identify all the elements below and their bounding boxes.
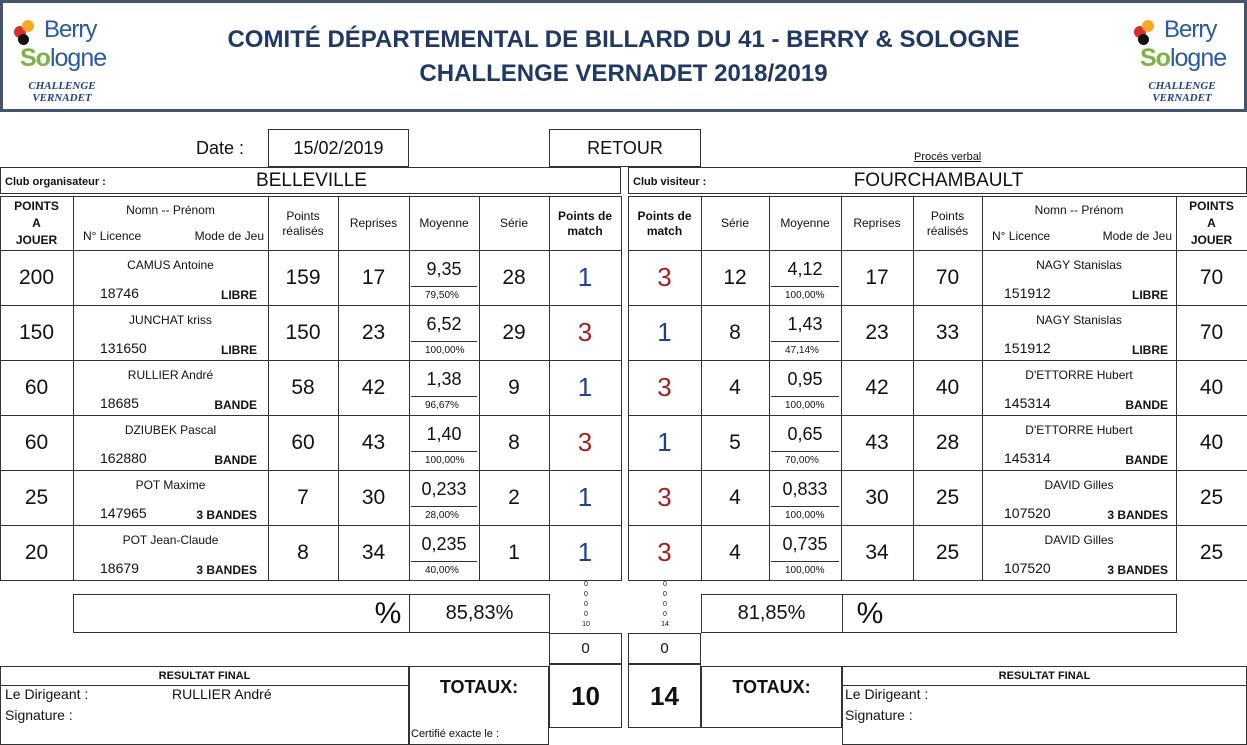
- player-licence: 151912: [1004, 340, 1051, 356]
- club-organisateur-label: Club organisateur :: [5, 176, 106, 188]
- reprises: 23: [361, 320, 386, 344]
- visitor-zero-cell: 0: [628, 633, 701, 664]
- serie: 4: [729, 540, 741, 564]
- player-name: DAVID Gilles: [1044, 533, 1114, 547]
- points-a-jouer: 150: [18, 320, 55, 344]
- player-name: POT Jean-Claude: [122, 533, 219, 547]
- reprises: 30: [361, 485, 386, 509]
- header-serie: Série: [499, 216, 528, 230]
- moyenne-percent: 100,00%: [425, 344, 465, 356]
- player-licence: 107520: [1004, 505, 1051, 521]
- header-banner: [0, 0, 1247, 112]
- visitor-total-value: 14: [628, 664, 701, 728]
- club-organisateur-name: BELLEVILLE: [256, 170, 367, 191]
- header-nom: Nomn -- Prénom: [1034, 203, 1124, 217]
- points-a-jouer: 25: [1199, 485, 1224, 509]
- points-realises: 159: [285, 265, 321, 289]
- home-dirigeant-label: Le Dirigeant :: [5, 686, 89, 702]
- serie: 12: [723, 265, 747, 289]
- player-name: CAMUS Antoine: [127, 258, 214, 272]
- player-name: DZIUBEK Pascal: [124, 423, 217, 437]
- points-de-match: 3: [657, 482, 672, 512]
- points-de-match: 3: [657, 537, 672, 567]
- points-de-match: 1: [577, 372, 593, 402]
- points-a-jouer: 60: [24, 430, 49, 454]
- serie: 1: [508, 540, 520, 564]
- points-realises: 25: [935, 540, 960, 564]
- player-name: D'ETTORRE Hubert: [1025, 368, 1133, 382]
- moyenne-percent: 70,00%: [785, 454, 819, 466]
- serie: 2: [508, 485, 520, 509]
- points-a-jouer: 40: [1199, 430, 1224, 454]
- player-mode: 3 BANDES: [1107, 563, 1168, 577]
- home-percent-value: 85,83%: [445, 602, 514, 624]
- moyenne-percent: 28,00%: [425, 509, 459, 521]
- header-points_realises: Points: [286, 208, 320, 223]
- moyenne-percent: 100,00%: [785, 509, 825, 521]
- player-mode: BANDE: [214, 398, 257, 412]
- player-mode: BANDE: [214, 453, 257, 467]
- header-points_realises: réalisés: [926, 223, 969, 238]
- player-licence: 147965: [100, 505, 147, 521]
- player-name: POT Maxime: [135, 478, 206, 492]
- logo-berry-text: Berry: [44, 16, 97, 43]
- player-name: NAGY Stanislas: [1036, 258, 1122, 272]
- home-zero-cell: 0: [549, 633, 622, 664]
- header-mode: Mode de Jeu: [1102, 229, 1172, 243]
- header-licence: N° Licence: [992, 229, 1051, 243]
- home-percent-sign: %: [374, 596, 402, 630]
- moyenne: 0,95: [787, 368, 823, 389]
- home-small-values: 0 0 0 0 10: [582, 581, 590, 628]
- player-name: RULLIER André: [127, 368, 214, 382]
- logo-berry-text: Berry: [1164, 16, 1217, 43]
- club-organisateur-bar: [0, 167, 621, 194]
- player-name: JUNCHAT kriss: [129, 313, 212, 327]
- header-points_match: Points de: [557, 208, 612, 223]
- header-moyenne: Moyenne: [780, 216, 830, 230]
- visitor-totaux-label: TOTAUX:: [732, 676, 811, 697]
- reprises: 43: [361, 430, 386, 454]
- logo-challenge-text: CHALLENGE: [1148, 80, 1216, 92]
- player-mode: LIBRE: [1132, 343, 1168, 357]
- moyenne: 0,235: [421, 533, 467, 554]
- serie: 28: [502, 265, 526, 289]
- page-subtitle: CHALLENGE VERNADET 2018/2019: [419, 60, 828, 87]
- serie: 29: [502, 320, 526, 344]
- points-realises: 58: [291, 375, 315, 399]
- header-points_a_jouer: POINTS: [14, 199, 59, 213]
- points-a-jouer: 60: [24, 375, 49, 399]
- page-title: COMITÉ DÉPARTEMENTAL DE BILLARD DU 41 - BERRY & SOLOGNE: [227, 26, 1020, 53]
- reprises: 30: [865, 485, 889, 509]
- header-mode: Mode de Jeu: [194, 229, 264, 243]
- moyenne: 9,35: [426, 258, 462, 279]
- points-de-match: 1: [577, 537, 593, 567]
- points-realises: 7: [297, 485, 309, 509]
- moyenne: 1,43: [787, 313, 823, 334]
- visitor-dirigeant-label: Le Dirigeant :: [845, 686, 929, 702]
- moyenne-percent: 100,00%: [785, 289, 825, 301]
- player-mode: LIBRE: [221, 343, 257, 357]
- player-mode: 3 BANDES: [1107, 508, 1168, 522]
- visitor-small-values: 0 0 0 0 14: [661, 581, 669, 628]
- points-realises: 70: [935, 265, 960, 289]
- points-de-match: 3: [657, 372, 672, 402]
- moyenne-percent: 40,00%: [425, 564, 459, 576]
- header-moyenne: Moyenne: [419, 216, 469, 230]
- moyenne-percent: 100,00%: [425, 454, 465, 466]
- points-a-jouer: 25: [1199, 540, 1224, 564]
- visitor-percent-sign: %: [856, 596, 884, 630]
- moyenne-percent: 47,14%: [785, 344, 819, 356]
- logo-left: [12, 10, 117, 105]
- header-nom: Nomn -- Prénom: [126, 203, 215, 217]
- club-visiteur-name: FOURCHAMBAULT: [853, 170, 1024, 191]
- points-de-match: 1: [657, 317, 672, 347]
- header-points_a_jouer: POINTS: [1189, 199, 1234, 213]
- player-mode: BANDE: [1125, 398, 1168, 412]
- player-licence: 162880: [100, 450, 147, 466]
- player-licence: 145314: [1004, 450, 1051, 466]
- visitor-percent-value: 81,85%: [737, 602, 806, 624]
- player-licence: 18685: [100, 395, 139, 411]
- club-visiteur-label: Club visiteur :: [633, 176, 707, 188]
- header-reprises: Reprises: [853, 216, 901, 230]
- club-visiteur-bar: [628, 167, 1247, 194]
- header-serie: Série: [720, 216, 749, 230]
- points-realises: 33: [935, 320, 960, 344]
- points-a-jouer: 20: [24, 540, 49, 564]
- player-name: D'ETTORRE Hubert: [1025, 423, 1133, 437]
- points-de-match: 1: [577, 262, 593, 292]
- player-mode: 3 BANDES: [196, 508, 257, 522]
- header-points_match: match: [567, 223, 603, 238]
- header-points_match: Points de: [637, 208, 692, 223]
- home-resultat-final: RESULTAT FINAL: [158, 670, 251, 682]
- moyenne: 1,38: [426, 368, 462, 389]
- player-mode: LIBRE: [221, 288, 257, 302]
- reprises: 17: [361, 265, 386, 289]
- home-totaux-label: TOTAUX:: [439, 676, 519, 697]
- moyenne: 1,40: [426, 423, 462, 444]
- retour-field: RETOUR: [549, 129, 701, 167]
- points-a-jouer: 70: [1199, 320, 1224, 344]
- reprises: 34: [865, 540, 889, 564]
- player-licence: 151912: [1004, 285, 1051, 301]
- visitor-scores-table: [628, 196, 1247, 579]
- logo-sologne-text: Sologne: [1140, 44, 1227, 72]
- serie: 4: [729, 375, 741, 399]
- points-de-match: 1: [657, 427, 672, 457]
- reprises: 42: [361, 375, 386, 399]
- player-licence: 131650: [100, 340, 147, 356]
- moyenne-percent: 96,67%: [425, 399, 459, 411]
- player-licence: 107520: [1004, 560, 1051, 576]
- player-licence: 18679: [100, 560, 139, 576]
- home-signature-label: Signature :: [5, 707, 73, 723]
- moyenne: 6,52: [426, 313, 462, 334]
- certifie-label: Certifié exacte le :: [411, 728, 500, 740]
- points-realises: 60: [291, 430, 315, 454]
- header-points_realises: Points: [930, 208, 965, 223]
- header-licence: N° Licence: [83, 229, 142, 243]
- logo-challenge-text: CHALLENGE: [28, 80, 96, 92]
- points-de-match: 3: [577, 317, 593, 347]
- reprises: 34: [361, 540, 386, 564]
- reprises: 23: [865, 320, 889, 344]
- moyenne: 4,12: [787, 258, 823, 279]
- visitor-resultat-final: RESULTAT FINAL: [998, 670, 1091, 682]
- moyenne: 0,833: [782, 478, 828, 499]
- player-licence: 145314: [1004, 395, 1051, 411]
- logo-vernadet-text: VERNADET: [1152, 92, 1212, 104]
- points-realises: 28: [935, 430, 960, 454]
- points-a-jouer: 40: [1199, 375, 1224, 399]
- header-points_realises: réalisés: [282, 223, 324, 238]
- player-name: DAVID Gilles: [1044, 478, 1114, 492]
- serie: 4: [729, 485, 741, 509]
- reprises: 17: [865, 265, 889, 289]
- home-dirigeant-name: RULLIER André: [172, 686, 272, 702]
- points-de-match: 3: [657, 262, 672, 292]
- home-scores-table: [0, 196, 621, 579]
- logo-vernadet-text: VERNADET: [32, 92, 92, 104]
- points-realises: 8: [297, 540, 309, 564]
- moyenne-percent: 100,00%: [785, 399, 825, 411]
- moyenne: 0,65: [787, 423, 823, 444]
- reprises: 43: [865, 430, 889, 454]
- player-name: NAGY Stanislas: [1036, 313, 1122, 327]
- points-a-jouer: 25: [24, 485, 49, 509]
- header-points_a_jouer: A: [32, 216, 41, 230]
- player-mode: LIBRE: [1132, 288, 1168, 302]
- points-realises: 25: [935, 485, 960, 509]
- points-a-jouer: 70: [1199, 265, 1224, 289]
- logo-sologne-text: Sologne: [20, 44, 107, 72]
- date-label: Date :: [195, 137, 245, 158]
- moyenne-percent: 79,50%: [425, 289, 459, 301]
- header-points_a_jouer: JOUER: [15, 233, 58, 247]
- header-reprises: Reprises: [349, 216, 398, 230]
- serie: 8: [729, 320, 741, 344]
- moyenne-percent: 100,00%: [785, 564, 825, 576]
- date-field: 15/02/2019: [268, 129, 409, 167]
- serie: 8: [508, 430, 520, 454]
- serie: 5: [729, 430, 741, 454]
- moyenne: 0,735: [782, 533, 828, 554]
- points-de-match: 3: [577, 427, 593, 457]
- player-licence: 18746: [100, 285, 139, 301]
- logo-right: [1132, 10, 1237, 105]
- points-de-match: 1: [577, 482, 593, 512]
- player-mode: 3 BANDES: [196, 563, 257, 577]
- serie: 9: [508, 375, 520, 399]
- home-total-value: 10: [549, 664, 622, 728]
- reprises: 42: [865, 375, 889, 399]
- header-points_match: match: [646, 223, 683, 238]
- visitor-signature-label: Signature :: [845, 707, 913, 723]
- points-realises: 150: [285, 320, 321, 344]
- points-a-jouer: 200: [18, 265, 55, 289]
- header-points_a_jouer: JOUER: [1190, 233, 1233, 247]
- moyenne: 0,233: [421, 478, 467, 499]
- points-realises: 40: [935, 375, 960, 399]
- player-mode: BANDE: [1125, 453, 1168, 467]
- header-points_a_jouer: A: [1207, 216, 1216, 230]
- proces-verbal-link[interactable]: Procés verbal: [914, 151, 982, 163]
